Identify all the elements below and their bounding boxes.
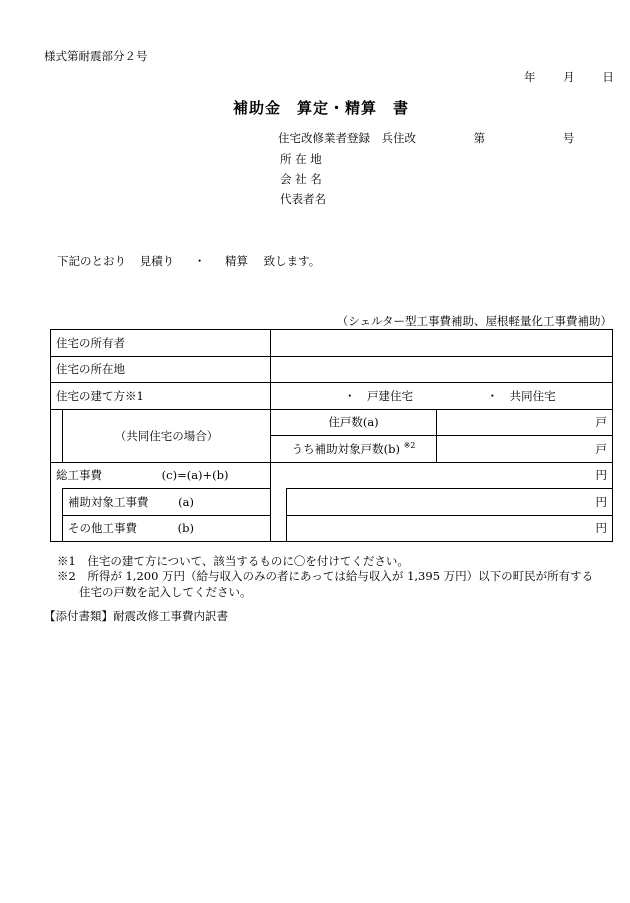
statement-line xyxy=(57,253,320,269)
building-type-label: 住宅の建て方※1 xyxy=(51,383,271,410)
option-estimate: 見積り xyxy=(139,254,175,268)
table-row xyxy=(51,356,613,383)
subsidy-type: （シェルター型工事費補助、屋根軽量化工事費補助） xyxy=(336,314,612,328)
owner-label: 住宅の所有者 xyxy=(51,330,271,357)
date-day: 日 xyxy=(602,70,614,84)
table-row xyxy=(51,515,613,542)
other-work-label xyxy=(63,515,271,542)
total-field[interactable] xyxy=(271,462,613,489)
option-detached[interactable]: ・ 戸建住宅 xyxy=(344,388,413,403)
registration-dai: 第 xyxy=(473,131,486,145)
total-unit: 円 xyxy=(595,468,608,483)
location-label: 住宅の所在地 xyxy=(51,356,271,383)
other-work-unit: 円 xyxy=(595,521,608,536)
table-row xyxy=(51,489,613,516)
target-units-text: うち補助対象戸数(b) xyxy=(291,441,400,456)
date-year: 年 xyxy=(524,70,536,84)
form-number: 様式第耐震部分２号 xyxy=(44,49,148,63)
other-work-field[interactable] xyxy=(287,515,613,542)
subsidy-work-unit: 円 xyxy=(595,494,608,509)
table-row xyxy=(51,462,613,489)
units-field[interactable] xyxy=(437,409,613,436)
subsidy-work-label xyxy=(63,489,271,516)
owner-field[interactable] xyxy=(271,330,613,357)
total-label-text: 総工事費 xyxy=(56,468,102,483)
representative-label: 代表者名 xyxy=(280,192,326,206)
spacer-cell xyxy=(271,515,287,542)
registration-line xyxy=(278,130,574,146)
option-shared[interactable]: ・ 共同住宅 xyxy=(486,388,556,403)
table-row xyxy=(51,409,613,436)
target-units-field[interactable] xyxy=(437,436,613,463)
spacer-cell xyxy=(271,489,287,516)
units-label: 住戸数(a) xyxy=(271,409,437,436)
table-row xyxy=(51,383,613,410)
target-units-unit: 戸 xyxy=(595,441,608,456)
note-2-line-1: ※2 所得が 1,200 万円（給与収入のみの者にあっては給与収入が 1,395 万円）以下の町民が所有する xyxy=(57,569,594,583)
statement-tail: 致します。 xyxy=(263,254,321,268)
statement-lead: 下記のとおり xyxy=(57,254,126,268)
document-title: 補助金 算定・精算 書 xyxy=(233,99,410,117)
date-line xyxy=(524,69,614,85)
subsidy-work-field[interactable] xyxy=(287,489,613,516)
date-month: 月 xyxy=(563,70,575,84)
other-work-text: その他工事費 xyxy=(68,521,137,536)
units-unit: 戸 xyxy=(595,415,608,430)
note-1: ※1 住宅の建て方について、該当するものに〇を付けてください。 xyxy=(57,554,409,568)
building-type-options[interactable] xyxy=(271,383,613,410)
indent-cell xyxy=(51,489,63,516)
note-2-line-2: 住宅の戸数を記入してください。 xyxy=(79,585,252,599)
registration-go: 号 xyxy=(562,131,575,145)
subsidy-work-text: 補助対象工事費 xyxy=(68,494,149,509)
total-formula: (c)=(a)+(b) xyxy=(161,468,229,483)
location-field[interactable] xyxy=(271,356,613,383)
shared-case-label: （共同住宅の場合） xyxy=(63,409,271,462)
calculation-table xyxy=(50,329,613,542)
option-separator: ・ xyxy=(193,254,206,268)
table-row xyxy=(51,330,613,357)
company-label: 会 社 名 xyxy=(280,172,322,186)
other-work-code: (b) xyxy=(177,521,194,536)
attachment-note: 【添付書類】耐震改修工事費内訳書 xyxy=(44,609,228,623)
indent-cell xyxy=(51,515,63,542)
indent-cell xyxy=(51,409,63,462)
subsidy-work-code: (a) xyxy=(178,494,194,509)
target-units-label xyxy=(271,436,437,463)
registration-label: 住宅改修業者登録 兵住改 xyxy=(278,131,416,145)
target-units-note: ※2 xyxy=(403,440,416,450)
total-label xyxy=(51,462,271,489)
option-settlement: 精算 xyxy=(224,254,248,268)
address-label: 所 在 地 xyxy=(280,152,322,166)
